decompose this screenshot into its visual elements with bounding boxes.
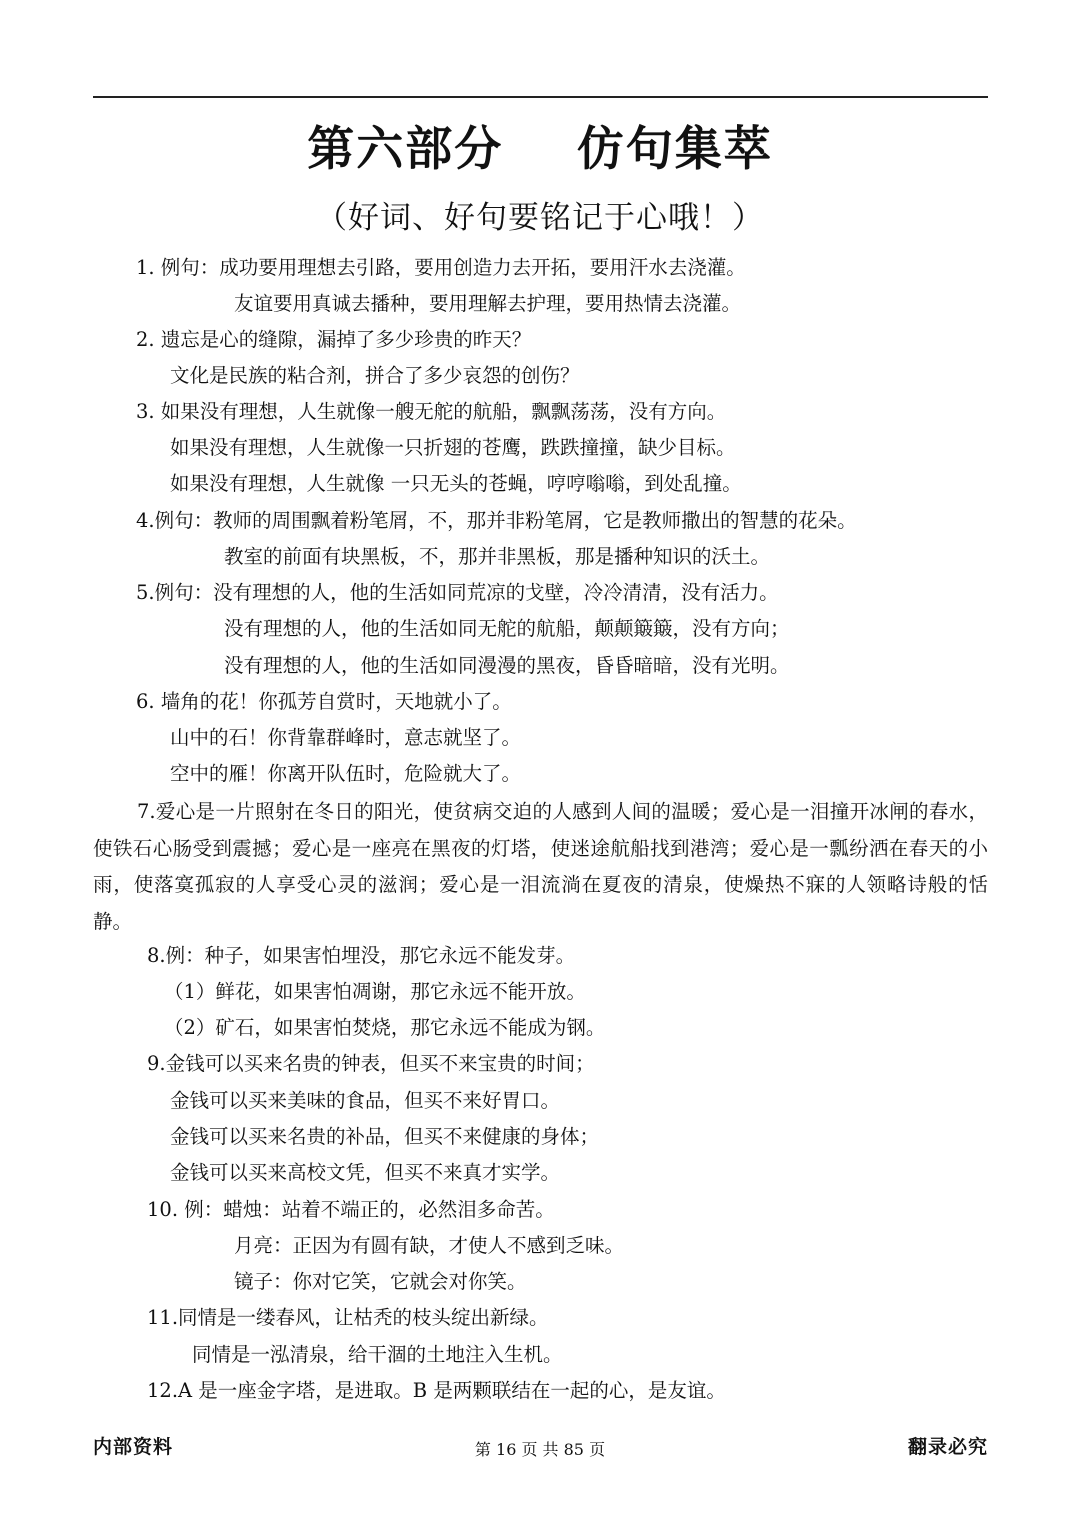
text-line: 5.例句：没有理想的人，他的生活如同荒凉的戈壁，冷冷清清，没有活力。 (136, 581, 779, 604)
text-line: 10. 例：蜡烛：站着不端正的，必然泪多命苦。 (147, 1198, 555, 1221)
text-line: 同情是一泓清泉，给干涸的土地注入生机。 (192, 1343, 563, 1366)
page-subtitle: （好词、好句要铭记于心哦！） (316, 200, 764, 236)
text-line: 如果没有理想，人生就像 一只无头的苍蝇，哼哼嗡嗡，到处乱撞。 (170, 472, 742, 495)
text-line: 1. 例句：成功要用理想去引路，要用创造力去开拓，要用汗水去浇灌。 (136, 256, 746, 279)
text-line: 3. 如果没有理想，人生就像一艘无舵的航船，飘飘荡荡，没有方向。 (136, 400, 727, 423)
text-line: 没有理想的人，他的生活如同漫漫的黑夜，昏昏暗暗，没有光明。 (224, 654, 790, 677)
text-line: 12.A 是一座金字塔，是进取。B 是两颗联结在一起的心，是友谊。 (147, 1379, 726, 1402)
text-line: 4.例句：教师的周围飘着粉笔屑，不，那并非粉笔屑，它是教师撒出的智慧的花朵。 (136, 509, 857, 532)
text-line: 金钱可以买来名贵的补品，但买不来健康的身体； (170, 1125, 600, 1148)
text-line: （1）鲜花，如果害怕凋谢，那它永远不能开放。 (164, 980, 586, 1003)
paragraph-7: 7.爱心是一片照射在冬日的阳光，使贫病交迫的人感到人间的温暖；爱心是一泪撞开冰闸的春水，使铁石心肠受到震撼；爱心是一座亮在黑夜的灯塔，使迷途航船找到港湾；爱心是一瓢纷洒在春天的小雨，使落寞孤寂的人享受心灵的滋润；爱心是一泪流淌在夏夜的清泉，使燥热不寐的人领略诗般的恬静。 (93, 800, 988, 933)
page-title: 第六部分 仿句集萃 (307, 122, 773, 177)
text-line: 文化是民族的粘合剂，拼合了多少哀怨的创伤？ (170, 364, 580, 387)
text-line: 山中的石！你背靠群峰时，意志就坚了。 (170, 726, 522, 749)
text-line: 没有理想的人，他的生活如同无舵的航船，颠颠簸簸，没有方向； (224, 617, 790, 640)
footer-right-label: 翻录必究 (907, 1436, 988, 1458)
text-line: 金钱可以买来高校文凭，但买不来真才实学。 (170, 1161, 561, 1184)
text-line: 如果没有理想，人生就像一只折翅的苍鹰，跌跌撞撞，缺少目标。 (170, 436, 736, 459)
text-line: 月亮：正因为有圆有缺，才使人不感到乏味。 (234, 1234, 625, 1257)
text-line: 11.同情是一缕春风，让枯秃的枝头绽出新绿。 (147, 1306, 549, 1329)
text-line: 2. 遗忘是心的缝隙，漏掉了多少珍贵的昨天？ (136, 328, 532, 351)
page-number: 第 16 页 共 85 页 (474, 1440, 606, 1459)
footer-left-label: 内部资料 (93, 1436, 174, 1458)
text-line: 8.例：种子，如果害怕埋没，那它永远不能发芽。 (147, 944, 576, 967)
text-line: 空中的雁！你离开队伍时，危险就大了。 (170, 762, 522, 785)
text-line: 9.金钱可以买来名贵的钟表，但买不来宝贵的时间； (147, 1052, 595, 1075)
header-rule (93, 96, 988, 98)
text-line: 金钱可以买来美味的食品，但买不来好胃口。 (170, 1089, 561, 1112)
text-line: 镜子：你对它笑，它就会对你笑。 (234, 1270, 527, 1293)
text-line: 教室的前面有块黑板，不，那并非黑板，那是播种知识的沃土。 (224, 545, 771, 568)
text-line: 友谊要用真诚去播种，要用理解去护理，要用热情去浇灌。 (234, 292, 742, 315)
text-line: 6. 墙角的花！你孤芳自赏时，天地就小了。 (136, 690, 512, 713)
text-line: （2）矿石，如果害怕焚烧，那它永远不能成为钢。 (164, 1016, 606, 1039)
